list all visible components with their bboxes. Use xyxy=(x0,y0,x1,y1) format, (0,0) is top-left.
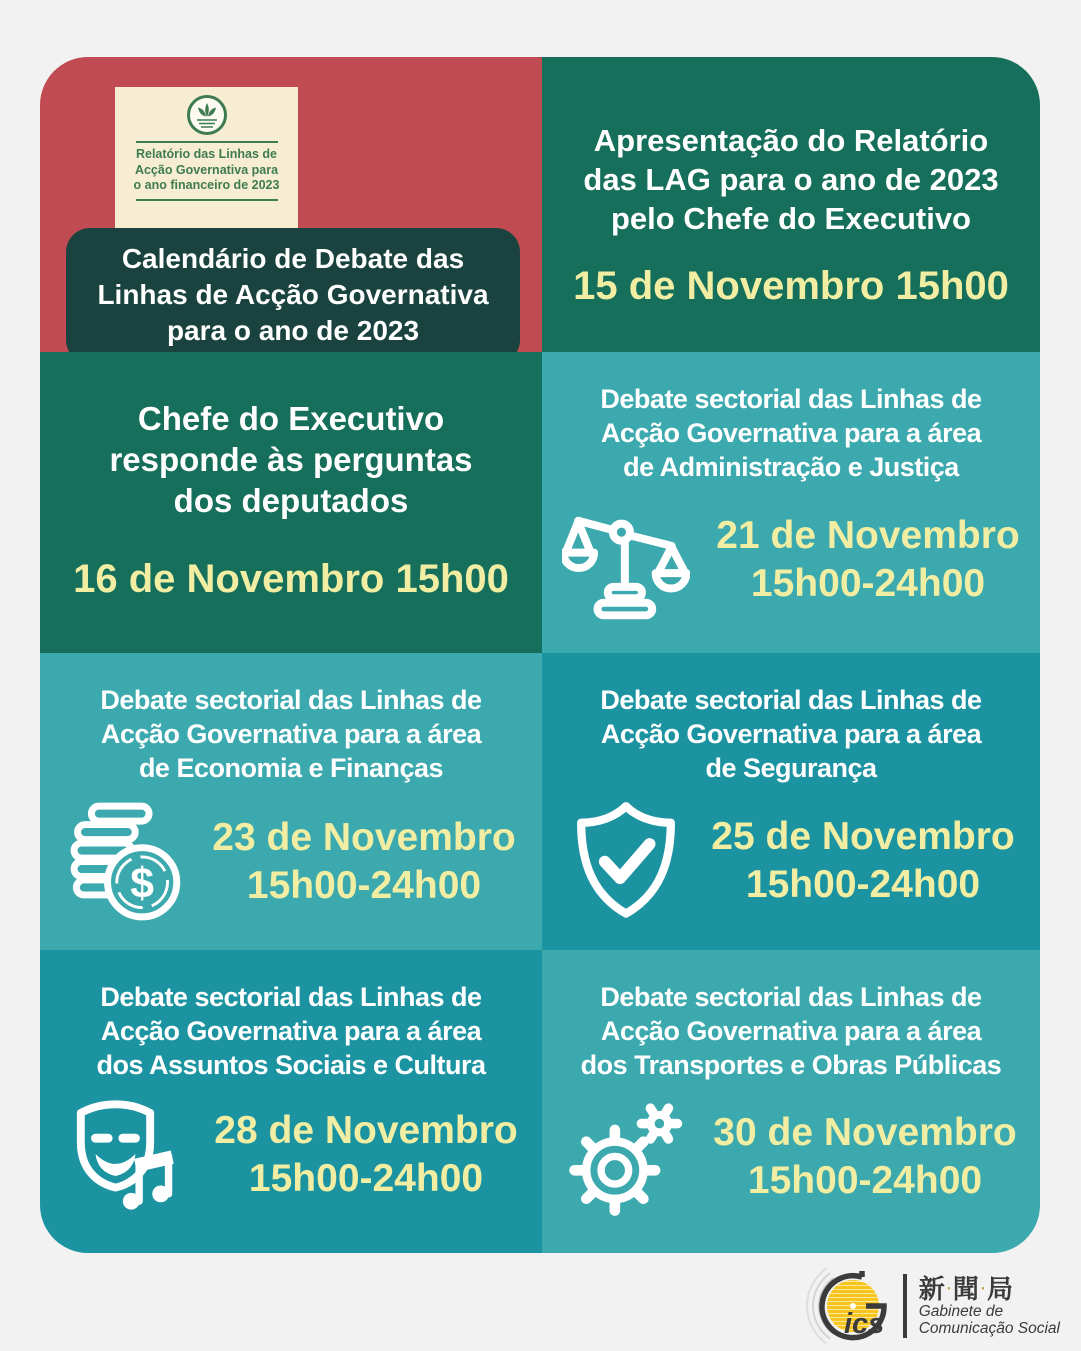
title-line: Debate sectorial das Linhas de xyxy=(600,384,982,414)
main-title-box xyxy=(66,228,520,364)
justice-scales-icon xyxy=(562,498,690,621)
org-name-line: Gabinete de xyxy=(918,1303,1004,1320)
title-line: Acção Governativa para a área xyxy=(100,719,482,749)
title-line: Acção Governativa para a área xyxy=(600,1016,982,1046)
cjk-dot: ‧ xyxy=(946,1281,951,1296)
title-line: Debate sectorial das Linhas de xyxy=(600,685,982,715)
title-line: de Economia e Finanças xyxy=(138,753,444,783)
title-line: pelo Chefe do Executivo xyxy=(610,201,971,236)
book-title-line: Acção Governativa para xyxy=(134,162,279,177)
title-line: dos Assuntos Sociais e Cultura xyxy=(96,1050,486,1080)
event-date-line: 15h00-24h00 xyxy=(750,561,986,605)
divider xyxy=(136,141,278,143)
cell-transport-works xyxy=(542,950,1040,1253)
logo-divider xyxy=(903,1274,907,1338)
theater-mask-music-icon xyxy=(64,1096,188,1214)
title-line: das LAG para o ano de 2023 xyxy=(583,162,999,197)
event-date-line: 30 de Novembro xyxy=(713,1111,1017,1154)
event-date-line: 15h00-24h00 xyxy=(747,1159,983,1202)
event-date xyxy=(212,814,515,910)
cell-header xyxy=(40,57,542,352)
cjk-char: 局 xyxy=(987,1274,1014,1304)
title-line: Acção Governativa para a área xyxy=(600,719,982,749)
event-date-line: 15h00-24h00 xyxy=(248,1157,484,1200)
title-line: dos Transportes e Obras Públicas xyxy=(580,1050,1002,1080)
cell-security xyxy=(542,653,1040,950)
infographic-card xyxy=(40,57,1040,1253)
event-date-line: 23 de Novembro xyxy=(212,815,516,859)
event-date-line: 28 de Novembro xyxy=(214,1109,518,1152)
cell-title xyxy=(542,121,1040,238)
book-title-line: Relatório das Linhas de xyxy=(135,147,277,161)
cell-social-culture xyxy=(40,950,542,1253)
main-title-line: Linhas de Acção Governativa xyxy=(97,279,489,310)
book-title-line: o ano financeiro de 2023 xyxy=(133,178,280,192)
gcs-logo-icon xyxy=(796,1262,891,1350)
cell-title xyxy=(40,653,542,785)
title-line: Debate sectorial das Linhas de xyxy=(100,685,482,715)
cell-title xyxy=(542,653,1040,785)
title-line: Apresentação do Relatório xyxy=(593,123,989,158)
title-line: Chefe do Executivo xyxy=(137,400,445,437)
event-date-line: 25 de Novembro xyxy=(711,814,1015,858)
title-line: responde às perguntas xyxy=(109,441,473,478)
divider xyxy=(136,199,278,201)
event-date xyxy=(214,1107,517,1203)
report-book-cover xyxy=(115,87,298,229)
gcs-footer xyxy=(796,1262,1060,1350)
event-date xyxy=(713,1109,1016,1205)
event-date-line: 21 de Novembro xyxy=(716,513,1020,557)
title-line: Acção Governativa para a área xyxy=(600,418,982,448)
cell-title xyxy=(40,398,542,521)
cell-admin-justice xyxy=(542,352,1040,653)
logo-letters: ics xyxy=(843,1308,885,1340)
cjk-dot: ‧ xyxy=(980,1281,986,1296)
cjk-char: 新 xyxy=(918,1274,945,1304)
svg-text:$: $ xyxy=(130,859,155,908)
title-line: Acção Governativa para a área xyxy=(100,1016,482,1046)
title-line: Debate sectorial das Linhas de xyxy=(600,982,982,1012)
event-date-line: 15h00-24h00 xyxy=(745,862,981,906)
title-line: dos deputados xyxy=(173,482,409,519)
cell-title xyxy=(542,352,1040,484)
cell-economy-finance xyxy=(40,653,542,950)
event-date: 15 de Novembro 15h00 xyxy=(573,264,1009,308)
macau-emblem-icon xyxy=(186,94,228,136)
logo-cjk-name xyxy=(919,1275,1013,1303)
event-date: 16 de Novembro 15h00 xyxy=(73,557,509,601)
main-title-line: Calendário de Debate das xyxy=(121,243,465,274)
cell-qa-session xyxy=(40,352,542,653)
event-date xyxy=(716,512,1019,608)
event-date xyxy=(711,813,1014,909)
event-date-line: 15h00-24h00 xyxy=(246,863,482,907)
title-line: de Administração e Justiça xyxy=(623,452,959,482)
main-title-line: para o ano de 2023 xyxy=(166,315,420,346)
org-name-line: Comunicação Social xyxy=(918,1320,1060,1337)
gears-icon xyxy=(565,1096,687,1218)
shield-check-icon xyxy=(567,799,685,922)
title-line: de Segurança xyxy=(705,753,877,783)
coins-icon xyxy=(66,799,186,924)
cell-title xyxy=(40,950,542,1082)
title-line: Debate sectorial das Linhas de xyxy=(100,982,482,1012)
cell-title xyxy=(542,950,1040,1082)
cjk-char: 聞 xyxy=(952,1274,979,1304)
cell-presentation xyxy=(542,57,1040,352)
